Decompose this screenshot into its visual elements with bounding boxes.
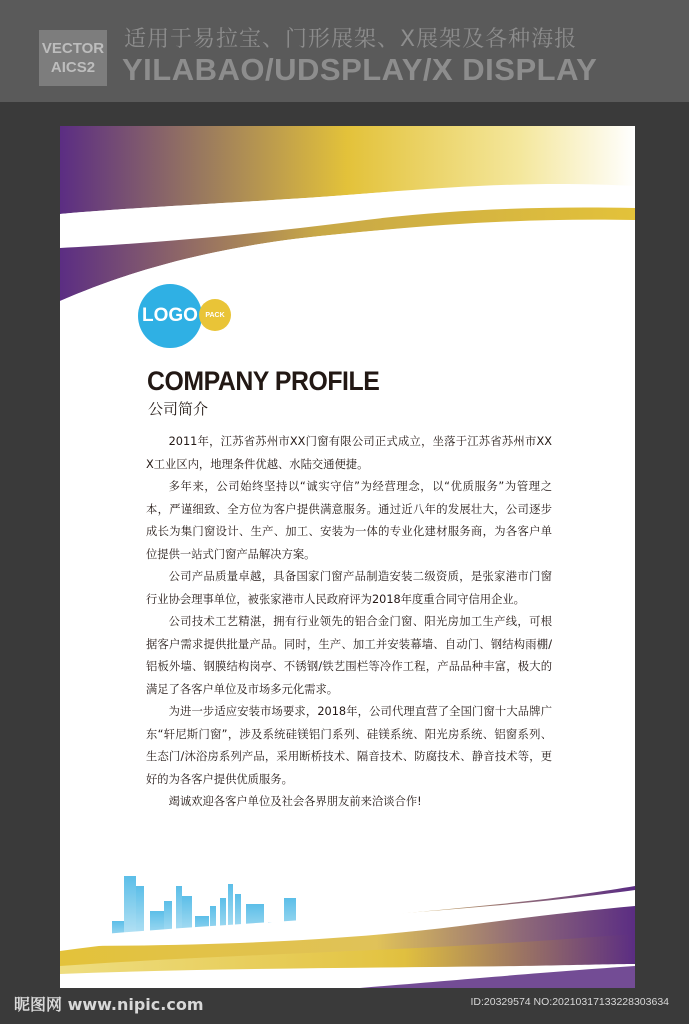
badge-line-1: VECTOR [41, 40, 105, 57]
profile-title-en: COMPANY PROFILE [147, 366, 380, 396]
paragraph: 公司技术工艺精湛，拥有行业领先的铝合金门窗、阳光房加工生产线，可根据客户需求提供批量产品。同时，生产、加工并安装幕墙、自动门、钢结构雨棚/铝板外墙、钢膜结构岗亭、不锈钢/铁艺围栏等冷作工程，产品品种丰富，极大的满足了各客户单位及市场多元化需求。 [146, 615, 552, 696]
poster [60, 126, 635, 988]
banner-title-cn: 适用于易拉宝、门形展架、X展架及各种海报 [124, 27, 578, 52]
logo-small-text: PACK [205, 311, 225, 319]
watermark-site: 昵图网 www.nipic.com [14, 995, 204, 1014]
profile-title-cn: 公司简介 [148, 400, 209, 418]
paragraph: 竭诚欢迎各客户单位及社会各界朋友前来洽谈合作! [168, 795, 422, 808]
logo-small-circle [199, 299, 231, 331]
banner-title-en: YILABAO/UDSPLAY/X DISPLAY [122, 52, 598, 87]
top-banner [0, 0, 689, 102]
paragraph: 2011年，江苏省苏州市XX门窗有限公司正式成立，坐落于江苏省苏州市XXX工业区内，地理条件优越、水陆交通便捷。 [146, 435, 552, 471]
paragraph: 多年来，公司始终坚持以“诚实守信”为经营理念，以“优质服务”为管理之本，严谨细致、全方位为客户提供满意服务。通过近八年的发展壮大，公司逐步成长为集门窗设计、生产、加工、安装为一体的专业化建材服务商，为各客户单位提供一站式门窗产品解决方案。 [146, 480, 552, 561]
logo-text: LOGO [142, 305, 198, 326]
watermark-id: ID:20329574 NO:20210317133228303634 [470, 996, 669, 1008]
vector-badge [39, 30, 107, 86]
paragraph: 为进一步适应安装市场要求，2018年，公司代理直营了全国门窗十大品牌广东“轩尼斯门窗”，涉及系统硅镁铝门系列、硅镁系统、阳光房系统、铝窗系列、生态门/沐浴房系列产品，采用断桥技术、隔音技术、防腐技术、静音技术等，更好的为各客户提供优质服务。 [146, 705, 552, 786]
badge-line-2: AICS2 [50, 59, 96, 76]
paragraph: 公司产品质量卓越，具备国家门窗产品制造安装二级资质，是张家港市门窗行业协会理事单位，被张家港市人民政府评为2018年度重合同守信用企业。 [146, 570, 552, 606]
profile-body [146, 431, 552, 814]
logo-circle [138, 284, 202, 348]
